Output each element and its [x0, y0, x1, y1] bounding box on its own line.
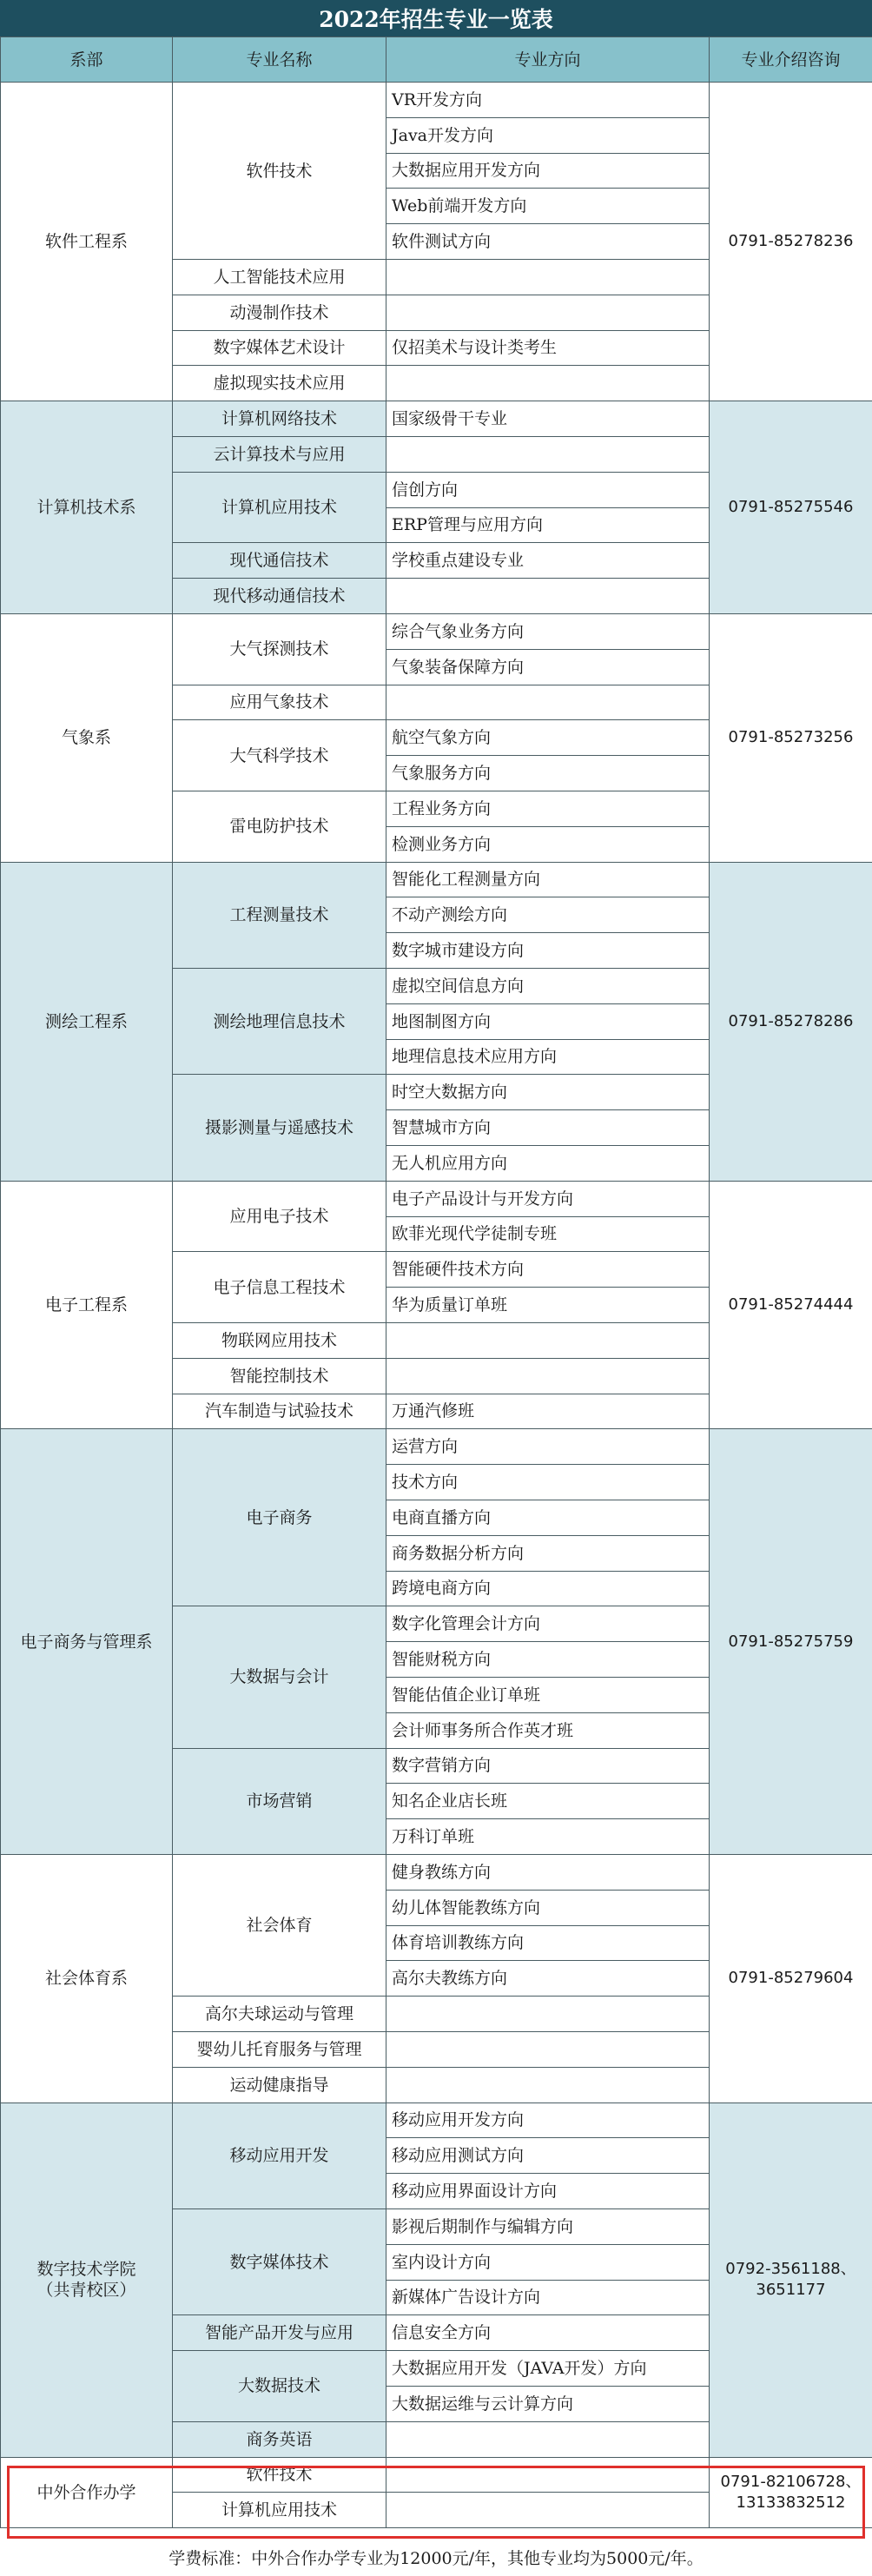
direction-cell: 智能化工程测量方向: [386, 862, 710, 898]
major-cell: 物联网应用技术: [172, 1322, 386, 1359]
direction-cell: 万科订单班: [386, 1818, 710, 1855]
major-cell: 大数据与会计: [172, 1606, 386, 1748]
direction-cell: 不动产测绘方向: [386, 897, 710, 933]
direction-cell: 高尔夫教练方向: [386, 1960, 710, 1997]
direction-cell: [386, 2457, 710, 2493]
major-cell: 现代通信技术: [172, 542, 386, 579]
direction-cell: 地理信息技术应用方向: [386, 1039, 710, 1076]
direction-cell: 数字化管理会计方向: [386, 1606, 710, 1642]
major-cell: 计算机应用技术: [172, 472, 386, 544]
direction-cell: 电商直播方向: [386, 1500, 710, 1536]
direction-cell: 仅招美术与设计类考生: [386, 330, 710, 367]
direction-cell: 华为质量订单班: [386, 1287, 710, 1323]
direction-cell: 智能估值企业订单班: [386, 1677, 710, 1713]
major-cell: 商务英语: [172, 2421, 386, 2458]
direction-cell: 万通汽修班: [386, 1394, 710, 1430]
direction-cell: 技术方向: [386, 1464, 710, 1500]
major-cell: 计算机网络技术: [172, 401, 386, 437]
direction-cell: 数字城市建设方向: [386, 932, 710, 969]
header-contact: 专业介绍咨询: [709, 36, 872, 83]
direction-cell: 气象服务方向: [386, 755, 710, 791]
direction-cell: 移动应用界面设计方向: [386, 2173, 710, 2209]
major-cell: 数字媒体艺术设计: [172, 330, 386, 367]
department-cell: 电子工程系: [0, 1181, 173, 1430]
contact-cell: 0791-85273256: [709, 613, 872, 863]
department-cell: 气象系: [0, 613, 173, 863]
major-cell: 数字媒体技术: [172, 2208, 386, 2315]
department-cell: 数字技术学院 （共青校区）: [0, 2103, 173, 2458]
major-cell: 高尔夫球运动与管理: [172, 1996, 386, 2032]
direction-cell: [386, 2067, 710, 2103]
direction-cell: 数字营销方向: [386, 1748, 710, 1785]
major-cell: 婴幼儿托育服务与管理: [172, 2031, 386, 2068]
direction-cell: 影视后期制作与编辑方向: [386, 2208, 710, 2245]
major-cell: 雷电防护技术: [172, 791, 386, 863]
major-cell: 电子商务: [172, 1428, 386, 1606]
direction-cell: [386, 436, 710, 473]
direction-cell: 室内设计方向: [386, 2244, 710, 2281]
direction-cell: [386, 2031, 710, 2068]
direction-cell: 运营方向: [386, 1428, 710, 1465]
major-cell: 电子信息工程技术: [172, 1251, 386, 1323]
direction-cell: 知名企业店长班: [386, 1783, 710, 1819]
direction-cell: 新媒体广告设计方向: [386, 2280, 710, 2316]
department-cell: 中外合作办学: [0, 2457, 173, 2529]
major-cell: 人工智能技术应用: [172, 259, 386, 295]
direction-cell: 体育培训教练方向: [386, 1925, 710, 1962]
direction-cell: 综合气象业务方向: [386, 613, 710, 650]
direction-cell: 时空大数据方向: [386, 1074, 710, 1110]
direction-cell: [386, 1322, 710, 1359]
department-cell: 计算机技术系: [0, 401, 173, 614]
direction-cell: 欧菲光现代学徒制专班: [386, 1216, 710, 1253]
direction-cell: 工程业务方向: [386, 791, 710, 827]
direction-cell: 无人机应用方向: [386, 1145, 710, 1182]
direction-cell: 跨境电商方向: [386, 1571, 710, 1607]
direction-cell: ERP管理与应用方向: [386, 507, 710, 544]
direction-cell: 地图制图方向: [386, 1003, 710, 1040]
contact-cell: 0791-85278236: [709, 82, 872, 401]
direction-cell: 大数据运维与云计算方向: [386, 2386, 710, 2422]
direction-cell: [386, 2492, 710, 2528]
fee-note: 学费标准：中外合作办学专业为12000元/年，其他专业均为5000元/年。: [168, 2548, 704, 2568]
major-cell: 虚拟现实技术应用: [172, 365, 386, 401]
direction-cell: [386, 578, 710, 614]
header-major: 专业名称: [172, 36, 386, 83]
direction-cell: [386, 259, 710, 295]
major-cell: 计算机应用技术: [172, 2492, 386, 2528]
direction-cell: 信息安全方向: [386, 2314, 710, 2351]
contact-cell: 0791-82106728、 13133832512: [709, 2457, 872, 2529]
direction-cell: 航空气象方向: [386, 719, 710, 756]
direction-cell: [386, 685, 710, 721]
direction-cell: 智能硬件技术方向: [386, 1251, 710, 1288]
major-cell: 智能产品开发与应用: [172, 2314, 386, 2351]
major-cell: 大气探测技术: [172, 613, 386, 685]
major-cell: 大气科学技术: [172, 719, 386, 791]
direction-cell: Web前端开发方向: [386, 188, 710, 224]
direction-cell: 智能财税方向: [386, 1641, 710, 1678]
direction-cell: [386, 295, 710, 331]
department-cell: 软件工程系: [0, 82, 173, 401]
major-cell: 软件技术: [172, 2457, 386, 2493]
direction-cell: 虚拟空间信息方向: [386, 968, 710, 1004]
direction-cell: 学校重点建设专业: [386, 542, 710, 579]
major-cell: 智能控制技术: [172, 1358, 386, 1394]
contact-cell: 0791-85278286: [709, 862, 872, 1182]
direction-cell: [386, 2421, 710, 2458]
header-dept: 系部: [0, 36, 173, 83]
direction-cell: 大数据应用开发（JAVA开发）方向: [386, 2350, 710, 2387]
major-cell: 应用气象技术: [172, 685, 386, 721]
major-cell: 工程测量技术: [172, 862, 386, 969]
contact-cell: 0791-85275759: [709, 1428, 872, 1855]
major-cell: 软件技术: [172, 82, 386, 260]
table-title: 2022年招生专业一览表: [0, 0, 872, 36]
contact-cell: 0791-85279604: [709, 1854, 872, 2103]
major-cell: 市场营销: [172, 1748, 386, 1855]
direction-cell: 智慧城市方向: [386, 1109, 710, 1146]
direction-cell: [386, 365, 710, 401]
major-cell: 现代移动通信技术: [172, 578, 386, 614]
major-cell: 移动应用开发: [172, 2103, 386, 2209]
direction-cell: 移动应用测试方向: [386, 2137, 710, 2174]
direction-cell: 移动应用开发方向: [386, 2103, 710, 2139]
direction-cell: 会计师事务所合作英才班: [386, 1712, 710, 1749]
contact-cell: 0791-85275546: [709, 401, 872, 614]
department-cell: 电子商务与管理系: [0, 1428, 173, 1855]
direction-cell: 气象装备保障方向: [386, 649, 710, 685]
direction-cell: 大数据应用开发方向: [386, 153, 710, 189]
major-cell: 大数据技术: [172, 2350, 386, 2422]
contact-cell: 0792-3561188、 3651177: [709, 2103, 872, 2458]
department-cell: 社会体育系: [0, 1854, 173, 2103]
major-cell: 社会体育: [172, 1854, 386, 1997]
direction-cell: 信创方向: [386, 472, 710, 508]
direction-cell: [386, 1358, 710, 1394]
contact-cell: 0791-85274444: [709, 1181, 872, 1430]
direction-cell: 健身教练方向: [386, 1854, 710, 1891]
department-cell: 测绘工程系: [0, 862, 173, 1182]
major-cell: 云计算技术与应用: [172, 436, 386, 473]
major-cell: 测绘地理信息技术: [172, 968, 386, 1075]
direction-cell: 商务数据分析方向: [386, 1535, 710, 1572]
major-cell: 动漫制作技术: [172, 295, 386, 331]
direction-cell: [386, 1996, 710, 2032]
direction-cell: 幼儿体智能教练方向: [386, 1890, 710, 1926]
direction-cell: 软件测试方向: [386, 223, 710, 260]
direction-cell: Java开发方向: [386, 117, 710, 154]
direction-cell: 电子产品设计与开发方向: [386, 1181, 710, 1217]
header-direction: 专业方向: [386, 36, 710, 83]
major-cell: 应用电子技术: [172, 1181, 386, 1253]
direction-cell: 国家级骨干专业: [386, 401, 710, 437]
major-cell: 汽车制造与试验技术: [172, 1394, 386, 1430]
major-cell: 摄影测量与遥感技术: [172, 1074, 386, 1181]
major-cell: 运动健康指导: [172, 2067, 386, 2103]
direction-cell: 检测业务方向: [386, 826, 710, 863]
direction-cell: VR开发方向: [386, 82, 710, 118]
